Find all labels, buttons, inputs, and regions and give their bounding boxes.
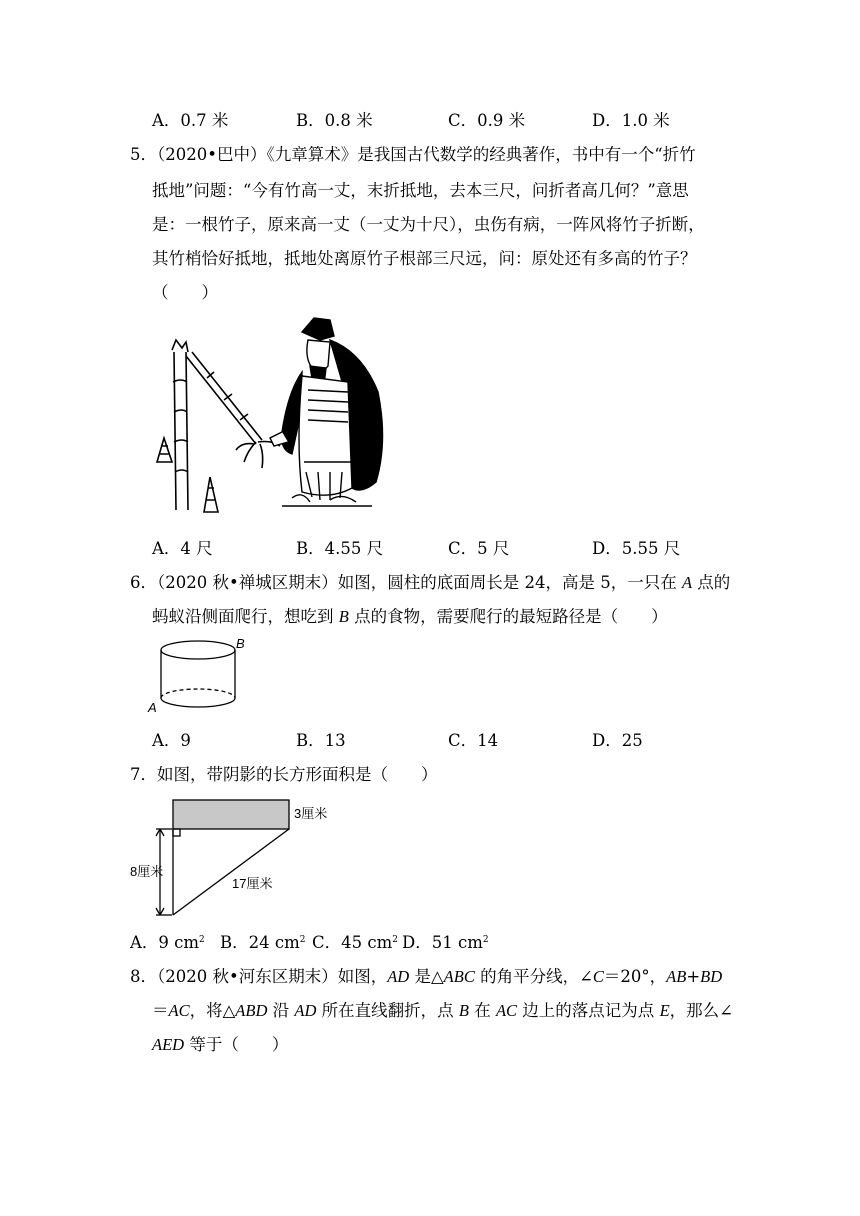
q8-var: AD	[294, 1001, 317, 1020]
q6-point-b-text: B	[338, 607, 349, 626]
q4-option-b[interactable]: B．0.8 米	[296, 111, 373, 130]
q4-option-a[interactable]: A．0.7 米	[152, 111, 229, 130]
q7-option-a-sup: 2	[199, 935, 205, 945]
q5-option-b[interactable]: B．4.55 尺	[296, 539, 384, 558]
q5-stem-line-1: 5．（2020•巴中）《九章算术》是我国古代数学的经典著作，书中有一个“折竹	[130, 145, 696, 164]
q7-stem: 7．如图，带阴影的长方形面积是（ ）	[130, 765, 438, 784]
q5-stem-line-2: 抵地”问题：“今有竹高一丈，末折抵地，去本三尺，问折者高几何？”意思	[152, 181, 689, 200]
label-3cm: 3厘米	[294, 806, 328, 821]
q4-option-c[interactable]: C．0.9 米	[448, 111, 526, 130]
q6-option-a[interactable]: A．9	[152, 731, 191, 750]
shaded-rectangle-figure	[128, 794, 368, 924]
q8-var: B	[458, 1001, 469, 1020]
q7-option-c-sup: 2	[392, 935, 398, 945]
q8-text: +	[686, 967, 701, 986]
q7-option-b-text: B．24 cm	[220, 933, 300, 952]
q6-line2-prefix: 蚂蚁沿侧面爬行，想吃到	[152, 607, 339, 626]
q8-text: 等于（ ）	[184, 1035, 289, 1054]
q5-option-d[interactable]: D．5.55 尺	[592, 539, 681, 558]
q7-option-b-sup: 2	[299, 935, 306, 945]
q7-option-d[interactable]	[402, 932, 489, 954]
q8-text: 8．（2020 秋•河东区期末）如图，	[130, 967, 388, 986]
q7-option-a[interactable]	[130, 932, 205, 954]
q8-var: ABC	[443, 967, 475, 986]
q7-option-d-text: D．51 cm	[402, 933, 483, 952]
q8-text: ＝20°，	[603, 967, 667, 986]
q8-text: ，将△	[189, 1001, 236, 1020]
q4-option-d[interactable]: D．1.0 米	[592, 111, 670, 130]
q5-stem-line-4: 其竹梢恰好抵地，抵地处离原竹子根部三尺远，问：原处还有多高的竹子？	[152, 249, 697, 268]
q8-var: ABD	[235, 1001, 268, 1020]
q8-text: 的角平分线，∠	[474, 967, 593, 986]
q7-option-c-text: C．45 cm	[312, 933, 393, 952]
cylinder-figure	[146, 634, 256, 718]
q8-text: 所在直线翻折，点	[316, 1001, 459, 1020]
q8-var: AED	[152, 1035, 185, 1054]
q7-option-d-sup: 2	[482, 935, 489, 945]
q8-var: AB	[666, 967, 687, 986]
q6-line1-prefix: 6．（2020 秋•禅城区期末）如图，圆柱的底面周长是 24，高是 5，一只在	[130, 573, 682, 592]
q6-stem-line-2	[152, 606, 668, 628]
q8-stem-line-3	[152, 1034, 288, 1056]
q8-text: ，那么∠	[669, 1001, 733, 1020]
q8-text: ＝	[152, 1001, 169, 1020]
q7-option-c[interactable]	[312, 932, 398, 954]
q6-point-a-text: A	[681, 573, 693, 592]
q8-var: AD	[387, 967, 410, 986]
q7-option-b[interactable]	[220, 932, 306, 954]
q8-var: AC	[168, 1001, 190, 1020]
q8-text: 是△	[409, 967, 444, 986]
q8-var: E	[659, 1001, 670, 1020]
q8-var: C	[592, 967, 604, 986]
q7-option-a-text: A．9 cm	[130, 933, 200, 952]
q8-var: BD	[700, 967, 723, 986]
q5-option-c[interactable]: C．5 尺	[448, 539, 510, 558]
q5-stem-line-3: 是：一根竹子，原来高一丈（一丈为十尺），虫伤有病，一阵风将竹子折断，	[152, 215, 705, 234]
q6-line1-suffix: 点的	[692, 573, 731, 592]
q8-stem-line-2	[152, 1000, 733, 1022]
q6-stem-line-1	[130, 572, 730, 594]
label-17cm: 17厘米	[232, 876, 273, 891]
q5-answer-blank: （ ）	[152, 283, 218, 302]
q8-text: 边上的落点记为点	[517, 1001, 660, 1020]
q6-line2-suffix: 点的食物，需要爬行的最短路径是（ ）	[348, 607, 668, 626]
bamboo-scholar-illustration	[152, 312, 392, 527]
q8-stem-line-1	[130, 966, 722, 988]
cylinder-label-b: B	[236, 636, 245, 651]
q8-var: AC	[495, 1001, 518, 1020]
q8-text: 沿	[267, 1001, 295, 1020]
q6-option-d[interactable]: D．25	[592, 731, 643, 750]
cylinder-label-a: A	[148, 700, 157, 715]
label-8cm: 8厘米	[130, 864, 164, 879]
q6-option-c[interactable]: C．14	[448, 731, 499, 750]
q6-option-b[interactable]: B．13	[296, 731, 346, 750]
q8-text: 在	[468, 1001, 496, 1020]
q5-option-a[interactable]: A．4 尺	[152, 539, 213, 558]
